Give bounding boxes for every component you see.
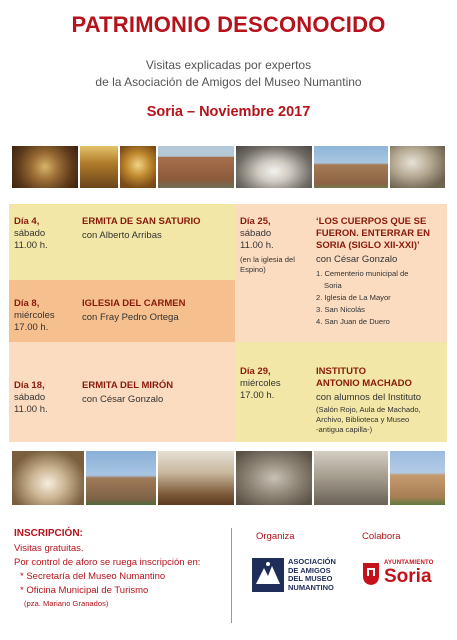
subtitle-line-2: de la Asociación de Amigos del Museo Numantino: [95, 75, 362, 89]
visit-3-place: ERMITA DEL MIRÓN: [82, 380, 174, 391]
list-item: 3. San Nicolás: [316, 305, 365, 314]
visit-3-datetime: [14, 380, 48, 416]
inscription-control: Por control de aforo se ruega inscripción en:: [14, 557, 201, 568]
poster-title: PATRIMONIO DESCONOCIDO: [71, 12, 386, 37]
visit-1-weekday: sábado: [14, 228, 46, 239]
visit-4-day: Día 25,: [240, 216, 271, 227]
inscription-title: INSCRIPCIÓN:: [14, 528, 83, 539]
visit-4-title: [316, 216, 430, 252]
visit-1-time: 11.00 h.: [14, 240, 48, 251]
visit-5-guide: con alumnos del Instituto: [316, 392, 422, 403]
subtitle-line-1: Visitas explicadas por expertos: [145, 58, 312, 72]
photo-vault-ceiling: [12, 146, 78, 188]
visit-2-day: Día 8,: [14, 298, 40, 309]
visit-4-title-line-1: ‘LOS CUERPOS QUE SE: [316, 216, 427, 227]
association-line: DE AMIGOS: [288, 565, 331, 575]
inscription-place-tourism: * Oficina Municipal de Turismo: [20, 585, 149, 596]
visit-5-detail-line: Archivo, Biblioteca y Museo: [316, 415, 410, 424]
photo-rock-portal: [236, 451, 312, 505]
ayuntamiento-label: AYUNTAMIENTO: [384, 560, 434, 566]
photo-arches: [390, 146, 445, 188]
visit-4-time: 11.00 h.: [240, 240, 274, 251]
visit-4-title-line-2: FUERON. ENTERRAR EN: [316, 228, 431, 239]
visit-5-datetime: [240, 366, 281, 402]
list-item: Soria: [324, 281, 342, 290]
association-emblem-icon: [252, 558, 284, 592]
visit-3-guide: con César Gonzalo: [82, 394, 164, 405]
colabora-label: Colabora: [362, 531, 401, 542]
visit-4-title-line-3: SORIA (SIGLO XII-XXI)’: [316, 240, 420, 251]
organiza-label: Organiza: [256, 531, 295, 542]
visit-2-place: IGLESIA DEL CARMEN: [82, 298, 186, 309]
visit-4-stops: [316, 268, 408, 328]
list-item: 2. Iglesia de La Mayor: [316, 293, 391, 302]
photo-statue-church: [86, 451, 156, 505]
list-item: 1. Cementerio municipal de: [316, 269, 409, 278]
visit-5-time: 17.00 h.: [240, 390, 275, 401]
association-logo-text: [288, 558, 336, 592]
list-item: 4. San Juan de Duero: [316, 317, 390, 326]
inscription-address: (pza. Mariano Granados): [24, 599, 109, 608]
photo-exhibit-room: [314, 451, 388, 505]
photo-library: [158, 451, 234, 505]
footer-divider: [231, 528, 232, 623]
visit-5-detail-line: (Salón Rojo, Aula de Machado,: [316, 405, 421, 414]
visit-1-datetime: [14, 216, 48, 252]
soria-wordmark: Soria: [384, 566, 432, 587]
inscription-free: Visitas gratuitas.: [14, 543, 84, 554]
event-date: Soria – Noviembre 2017: [146, 104, 311, 120]
visit-4-location-note: (en la iglesia del Espino): [240, 255, 295, 274]
photo-altarpiece-1: [80, 146, 118, 188]
ayuntamiento-logo: [362, 560, 450, 590]
photo-romanesque-church: [390, 451, 445, 505]
photo-cloister: [12, 451, 84, 505]
visit-2-weekday: miércoles: [14, 310, 55, 321]
visit-4-weekday: sábado: [240, 228, 272, 239]
visit-5-weekday: miércoles: [240, 378, 281, 389]
visit-3-time: 11.00 h.: [14, 404, 48, 415]
association-logo: [252, 556, 342, 594]
inscription-place-museum: * Secretaría del Museo Numantino: [20, 571, 166, 582]
visit-5-title: [316, 366, 412, 390]
visit-2-datetime: [14, 298, 55, 334]
visit-5-details: [316, 405, 421, 435]
visit-2-time: 17.00 h.: [14, 322, 49, 333]
visit-1-day: Día 4,: [14, 216, 40, 227]
association-line: DEL MUSEO: [288, 574, 333, 583]
visit-1-guide: con Alberto Arribas: [82, 230, 162, 241]
association-line: NUMANTINO: [288, 582, 334, 592]
association-line: ASOCIACIÓN: [288, 557, 336, 566]
visit-5-detail-line: -antigua capilla-): [316, 425, 373, 434]
photo-stone-house: [158, 146, 234, 188]
visit-5-day: Día 29,: [240, 366, 271, 377]
photo-altarpiece-2: [120, 146, 156, 188]
visit-4-datetime: [240, 216, 274, 252]
visit-4-guide: con César Gonzalo: [316, 254, 398, 265]
visit-3-weekday: sábado: [14, 392, 46, 403]
photo-church-exterior: [314, 146, 388, 188]
visit-1-place: ERMITA DE SAN SATURIO: [82, 216, 201, 227]
visit-2-guide: con Fray Pedro Ortega: [82, 312, 179, 323]
city-shield-icon: [362, 562, 380, 586]
visit-3-day: Día 18,: [14, 380, 45, 391]
visit-5-title-line-1: INSTITUTO: [316, 366, 366, 377]
visit-5-title-line-2: ANTONIO MACHADO: [316, 378, 412, 389]
photo-rock-arch: [236, 146, 312, 188]
